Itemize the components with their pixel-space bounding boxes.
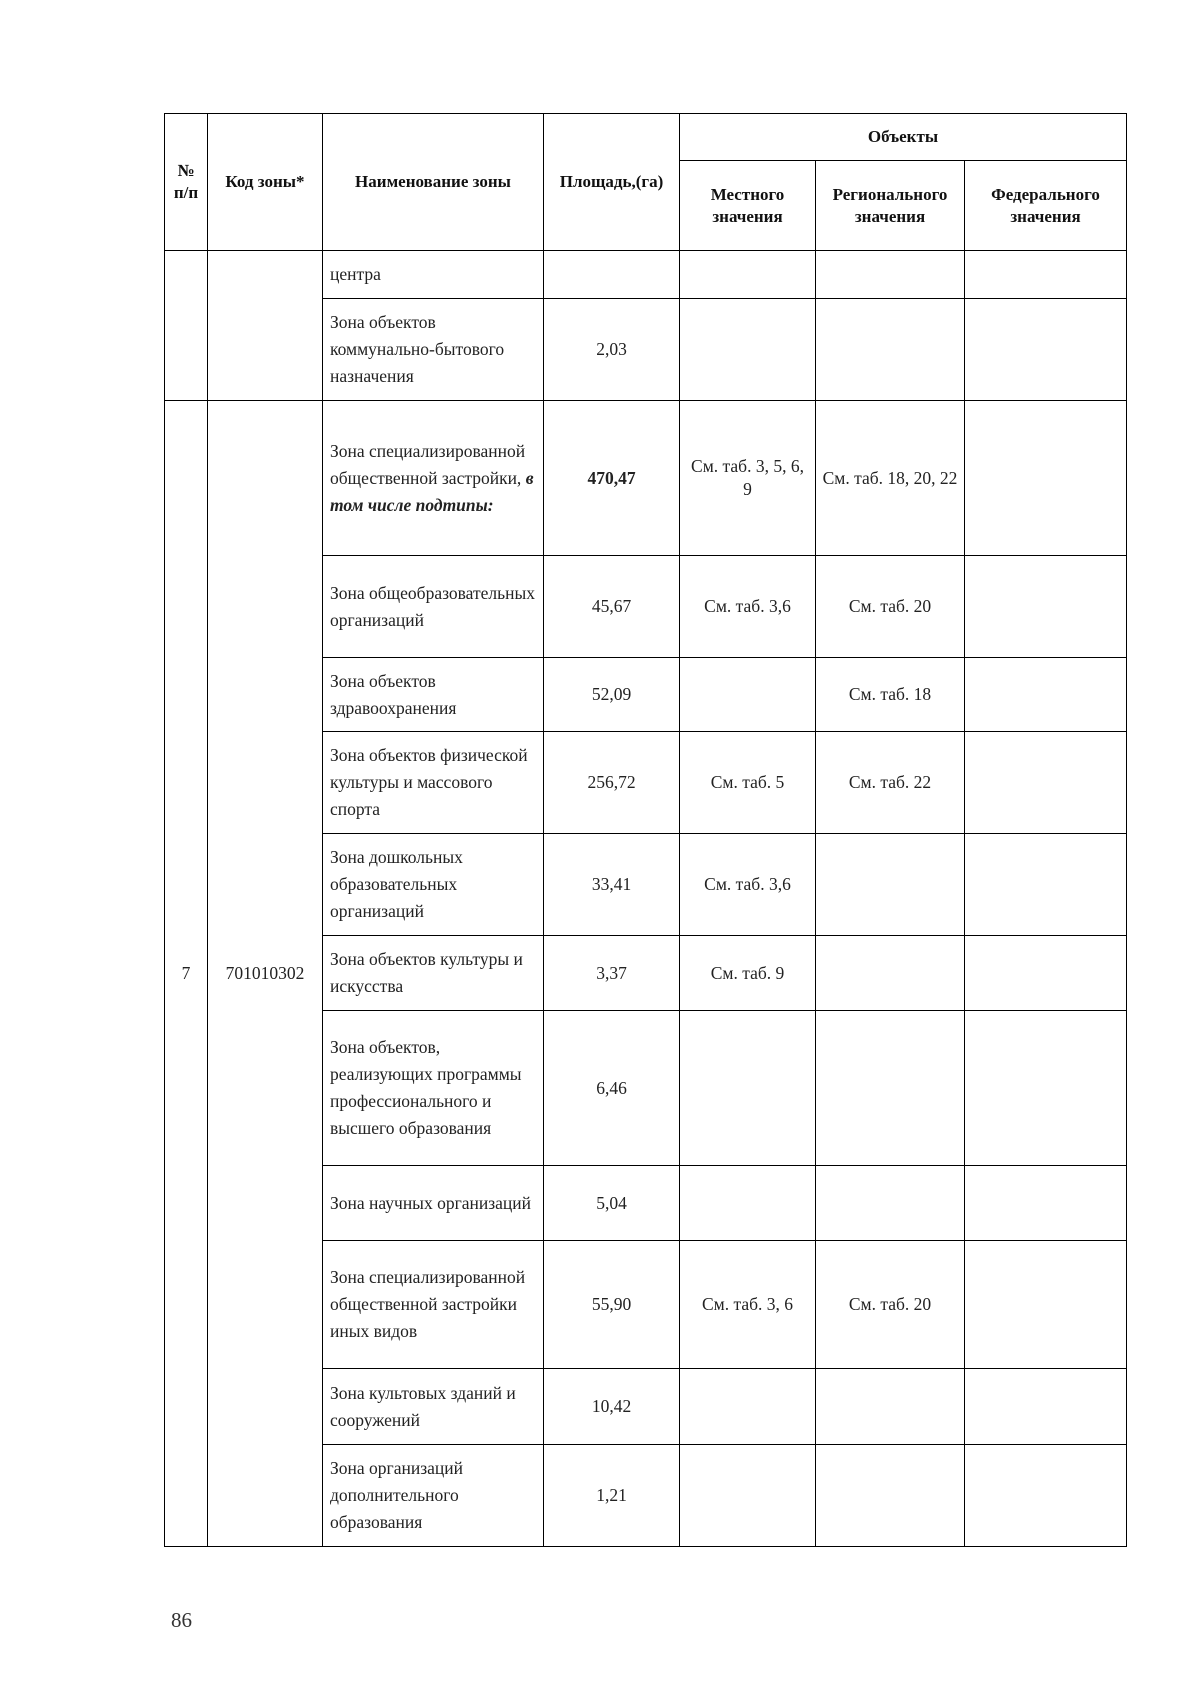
regional-ref: См. таб. 22 [816, 732, 965, 834]
federal-ref [965, 936, 1127, 1011]
table-row [165, 401, 1127, 556]
federal-ref [965, 251, 1127, 299]
header-local: Местного значения [680, 161, 816, 251]
federal-ref [965, 834, 1127, 936]
header-name: Наименование зоны [323, 114, 544, 251]
zone-area-main: 470,47 [544, 401, 680, 556]
group-code: 701010302 [208, 401, 323, 1547]
zone-name: Зона объектов физической культуры и массового спорта [323, 732, 544, 834]
local-ref: См. таб. 3,6 [680, 556, 816, 658]
local-ref [680, 658, 816, 732]
zone-name: центра [323, 251, 544, 299]
regional-ref: См. таб. 20 [816, 1241, 965, 1369]
header-code: Код зоны* [208, 114, 323, 251]
regional-ref [816, 936, 965, 1011]
zone-area: 3,37 [544, 936, 680, 1011]
regional-ref: См. таб. 18 [816, 658, 965, 732]
zone-name: Зона общеобразовательных организаций [323, 556, 544, 658]
zone-name-subtypes: в том числе подтипы: [330, 467, 534, 515]
local-ref: См. таб. 3, 5, 6, 9 [680, 401, 816, 556]
zone-name-main [323, 401, 544, 556]
local-ref: См. таб. 9 [680, 936, 816, 1011]
header-regional: Регионального значения [816, 161, 965, 251]
regional-ref [816, 299, 965, 401]
zone-area: 52,09 [544, 658, 680, 732]
zone-area [544, 251, 680, 299]
federal-ref [965, 401, 1127, 556]
federal-ref [965, 1241, 1127, 1369]
local-ref: См. таб. 5 [680, 732, 816, 834]
zone-area: 6,46 [544, 1011, 680, 1166]
cont-num-cell [165, 251, 208, 401]
local-ref [680, 1369, 816, 1445]
zone-name: Зона специализированной общественной застройки иных видов [323, 1241, 544, 1369]
federal-ref [965, 1369, 1127, 1445]
zone-name: Зона культовых зданий и сооружений [323, 1369, 544, 1445]
local-ref: См. таб. 3, 6 [680, 1241, 816, 1369]
zone-name: Зона объектов, реализующих программы профессионального и высшего образования [323, 1011, 544, 1166]
local-ref [680, 299, 816, 401]
regional-ref [816, 1166, 965, 1241]
regional-ref [816, 1011, 965, 1166]
zone-area: 1,21 [544, 1445, 680, 1547]
federal-ref [965, 1166, 1127, 1241]
cont-code-cell [208, 251, 323, 401]
zone-name: Зона объектов здравоохранения [323, 658, 544, 732]
federal-ref [965, 1445, 1127, 1547]
regional-ref [816, 1445, 965, 1547]
zone-area: 10,42 [544, 1369, 680, 1445]
zone-area: 45,67 [544, 556, 680, 658]
federal-ref [965, 1011, 1127, 1166]
local-ref [680, 1445, 816, 1547]
header-federal: Федерального значения [965, 161, 1127, 251]
header-objects: Объекты [680, 114, 1127, 161]
federal-ref [965, 658, 1127, 732]
zone-area: 5,04 [544, 1166, 680, 1241]
local-ref [680, 1011, 816, 1166]
zone-name: Зона объектов культуры и искусства [323, 936, 544, 1011]
zone-name: Зона организаций дополнительного образования [323, 1445, 544, 1547]
header-area: Площадь,(га) [544, 114, 680, 251]
page-number: 86 [171, 1608, 192, 1632]
zone-area: 55,90 [544, 1241, 680, 1369]
federal-ref [965, 732, 1127, 834]
table-body [165, 251, 1127, 1547]
local-ref [680, 251, 816, 299]
regional-ref: См. таб. 18, 20, 22 [816, 401, 965, 556]
header-num: № п/п [165, 114, 208, 251]
zone-name: Зона объектов коммунально-бытового назначения [323, 299, 544, 401]
zone-name-plain: Зона специализированной общественной застройки, [330, 440, 526, 488]
zone-name: Зона научных организаций [323, 1166, 544, 1241]
regional-ref [816, 251, 965, 299]
local-ref [680, 1166, 816, 1241]
zone-name: Зона дошкольных образовательных организаций [323, 834, 544, 936]
regional-ref [816, 834, 965, 936]
table-row [165, 251, 1127, 299]
local-ref: См. таб. 3,6 [680, 834, 816, 936]
regional-ref: См. таб. 20 [816, 556, 965, 658]
federal-ref [965, 556, 1127, 658]
group-num: 7 [165, 401, 208, 1547]
zone-area: 256,72 [544, 732, 680, 834]
zone-area: 33,41 [544, 834, 680, 936]
regional-ref [816, 1369, 965, 1445]
zones-table [164, 113, 1127, 1547]
zone-area: 2,03 [544, 299, 680, 401]
federal-ref [965, 299, 1127, 401]
